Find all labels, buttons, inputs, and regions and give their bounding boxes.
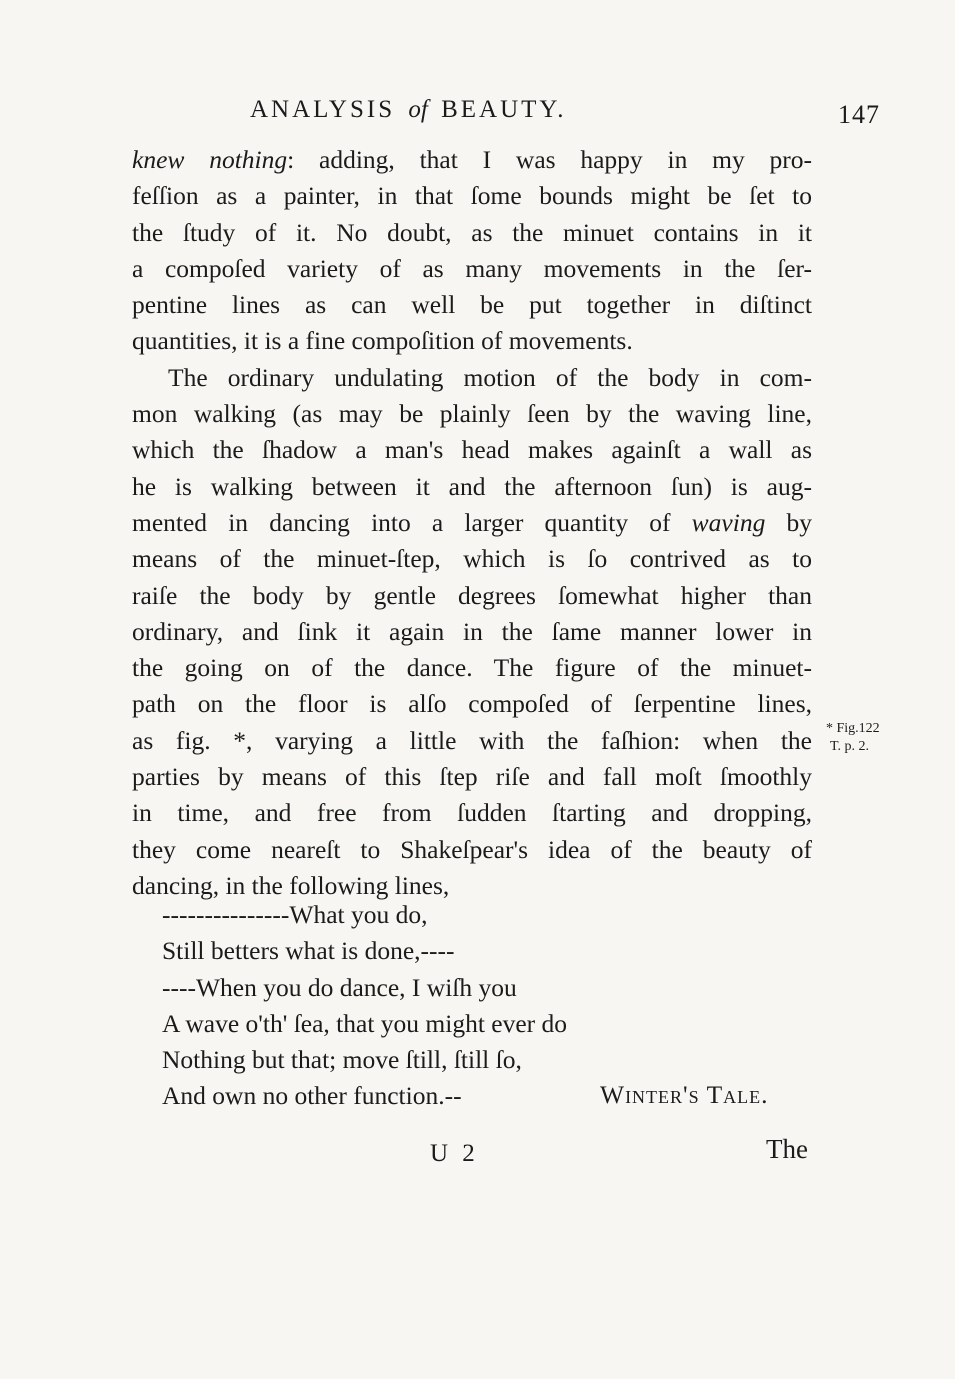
verse-attribution: Winter's Tale. <box>600 1080 769 1109</box>
text-line <box>132 505 812 541</box>
text-line: which the ſhadow a man's head makes againſt a wall as <box>132 435 812 465</box>
text-line: path on the floor is alſo compoſed of ſerpentine lines, <box>132 689 812 719</box>
signature-mark: U 2 <box>430 1140 479 1167</box>
running-head-analysis: ANALYSIS <box>250 96 396 123</box>
text-line <box>132 142 812 178</box>
running-head <box>250 96 567 124</box>
text-line: means of the minuet-ſtep, which is ſo contrived as to <box>132 544 812 574</box>
italic-phrase: knew nothing <box>132 145 288 174</box>
page-footer <box>132 1134 812 1176</box>
catchword: The <box>766 1134 808 1164</box>
text-line: pentine lines as can well be put together in diſtinct <box>132 290 812 320</box>
text-line: feſſion as a painter, in that ſome bounds might be ſet to <box>132 181 812 211</box>
paragraph-start-line: The ordinary undulating motion of the body in com- <box>168 362 812 392</box>
running-head-of: of <box>408 96 428 123</box>
text-line: parties by means of this ſtep riſe and fall moſt ſmoothly <box>132 762 812 792</box>
verse-line: A wave o'th' ſea, that you might ever do <box>162 1008 568 1038</box>
text-line: as fig. *, varying a little with the faſhion: when the <box>132 725 812 755</box>
text-line: dancing, in the following lines, <box>132 870 450 900</box>
text-line: in time, and free from ſudden ſtarting and dropping, <box>132 798 812 828</box>
text-line: a compoſed variety of as many movements in the ſer- <box>132 253 812 283</box>
page-number: 147 <box>838 100 880 129</box>
body-text <box>132 142 812 904</box>
marginal-note-plate: T. p. 2. <box>830 739 870 754</box>
text-line: mon walking (as may be plainly ſeen by the waving line, <box>132 399 812 429</box>
verse-quotation <box>162 897 812 1115</box>
verse-line: Nothing but that; move ſtill, ſtill ſo, <box>162 1045 522 1075</box>
text-line: they come neareſt to Shakeſpear's idea of the beauty of <box>132 834 812 864</box>
marginal-note-fig: * Fig.122 <box>826 721 880 736</box>
text-line: the going on of the dance. The figure of the minuet- <box>132 653 812 683</box>
verse-line: And own no other function.-- <box>162 1081 462 1111</box>
text-segment: : adding, that I was happy in my pro- <box>287 145 812 174</box>
text-segment: by <box>765 507 812 537</box>
text-segment: mented in dancing into a larger quantity of <box>132 507 692 537</box>
running-head-beauty: BEAUTY. <box>441 96 567 123</box>
text-line: ordinary, and ſink it again in the ſame manner lower in <box>132 616 812 646</box>
text-line: he is walking between it and the afternoon ſun) is aug- <box>132 471 812 501</box>
text-line: quantities, it is a fine compoſition of movements. <box>132 326 633 356</box>
verse-line: Still betters what is done,---- <box>162 936 455 966</box>
verse-line: ----When you do dance, I wiſh you <box>162 972 517 1002</box>
verse-line: ---------------What you do, <box>162 900 428 929</box>
italic-word: waving <box>691 507 766 537</box>
text-line: raiſe the body by gentle degrees ſomewhat higher than <box>132 580 812 610</box>
text-line: the ſtudy of it. No doubt, as the minuet contains in it <box>132 217 812 247</box>
marginal-note <box>826 720 880 756</box>
